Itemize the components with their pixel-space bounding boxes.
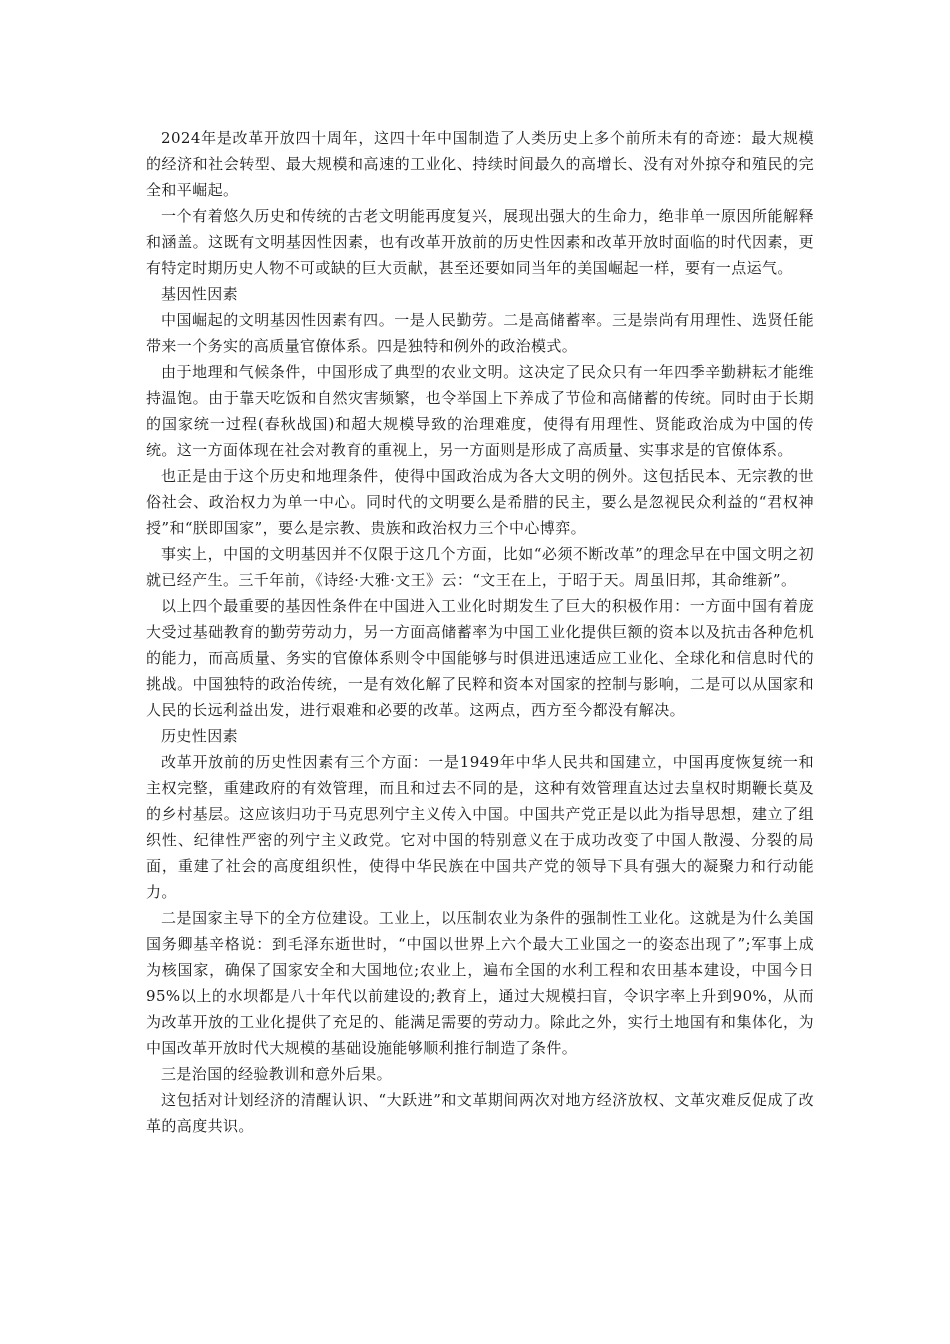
- section-heading-historical-factors: 历史性因素: [161, 727, 239, 745]
- paragraph-consensus: 这包括对计划经济的清醒认识、“大跃进”和文革期间两次对地方经济放权、文革灾难反促成了改革的高度共识。: [146, 1091, 814, 1135]
- paragraph-reform-idea: 事实上，中国的文明基因并不仅限于这几个方面，比如“必须不断改革”的理念早在中国文明之初就已经产生。三千年前，《诗经·大雅·文王》云：“文王在上，于昭于天。周虽旧邦，其命维新”。: [146, 545, 814, 589]
- paragraph-geography: 由于地理和气候条件，中国形成了典型的农业文明。这决定了民众只有一年四季辛勤耕耘才能维持温饱。由于靠天吃饭和自然灾害频繁，也令举国上下养成了节俭和高储蓄的传统。同时由于长期的国家统一过程(春秋战国)和超大规模导致的治理难度，使得有用理性、贤能政治成为中国的传统。这一方面体现在社会对教育的重视上，另一方面则是形成了高质量、实事求是的官僚体系。: [146, 363, 814, 459]
- paragraph-intro: 2024年是改革开放四十周年，这四十年中国制造了人类历史上多个前所未有的奇迹：最大规模的经济和社会转型、最大规模和高速的工业化、持续时间最久的高增长、没有对外掠夺和殖民的完全和平崛起。: [146, 129, 814, 199]
- document-body: [146, 125, 814, 1139]
- paragraph-state-construction: 二是国家主导下的全方位建设。工业上，以压制农业为条件的强制性工业化。这就是为什么美国国务卿基辛格说：到毛泽东逝世时，“中国以世界上六个最大工业国之一的姿态出现了”;军事上成为核国家，确保了国家安全和大国地位;农业上，遍布全国的水利工程和农田基本建设，中国今日95%以上的水坝都是八十年代以前建设的;教育上，通过大规模扫盲，令识字率上升到90%，从而为改革开放的工业化提供了充足的、能满足需要的劳动力。除此之外，实行土地国有和集体化，为中国改革开放时代大规模的基础设施能够顺利推行制造了条件。: [146, 909, 814, 1057]
- paragraph-founding-1949: 改革开放前的历史性因素有三个方面：一是1949年中华人民共和国建立，中国再度恢复统一和主权完整，重建政府的有效管理，而且和过去不同的是，这种有效管理直达过去皇权时期鞭长莫及的乡村基层。这应该归功于马克思列宁主义传入中国。中国共产党正是以此为指导思想，建立了组织性、纪律性严密的列宁主义政党。它对中国的特别意义在于成功改变了中国人散漫、分裂的局面，重建了社会的高度组织性，使得中华民族在中国共产党的领导下具有强大的凝聚力和行动能力。: [146, 753, 814, 901]
- section-heading-lessons: 三是治国的经验教训和意外后果。: [161, 1065, 393, 1083]
- paragraph-four-factors: 中国崛起的文明基因性因素有四。一是人民勤劳。二是高储蓄率。三是崇尚有用理性、选贤任能带来一个务实的高质量官僚体系。四是独特和例外的政治模式。: [146, 311, 814, 355]
- section-heading-genetic-factors: 基因性因素: [161, 285, 239, 303]
- paragraph-industrialization-effects: 以上四个最重要的基因性条件在中国进入工业化时期发生了巨大的积极作用：一方面中国有着庞大受过基础教育的勤劳劳动力，另一方面高储蓄率为中国工业化提供巨额的资本以及抗击各种危机的能力，而高质量、务实的官僚体系则令中国能够与时俱进迅速适应工业化、全球化和信息时代的挑战。中国独特的政治传统，一是有效化解了民粹和资本对国家的控制与影响，二是可以从国家和人民的长远利益出发，进行艰难和必要的改革。这两点，西方至今都没有解决。: [146, 597, 814, 719]
- paragraph-political-exception: 也正是由于这个历史和地理条件，使得中国政治成为各大文明的例外。这包括民本、无宗教的世俗社会、政治权力为单一中心。同时代的文明要么是希腊的民主，要么是忽视民众利益的“君权神授”和“朕即国家”，要么是宗教、贵族和政治权力三个中心博弈。: [146, 467, 814, 537]
- paragraph-revival: 一个有着悠久历史和传统的古老文明能再度复兴，展现出强大的生命力，绝非单一原因所能解释和涵盖。这既有文明基因性因素，也有改革开放前的历史性因素和改革开放时面临的时代因素，更有特定时期历史人物不可或缺的巨大贡献，甚至还要如同当年的美国崛起一样，要有一点运气。: [146, 207, 814, 277]
